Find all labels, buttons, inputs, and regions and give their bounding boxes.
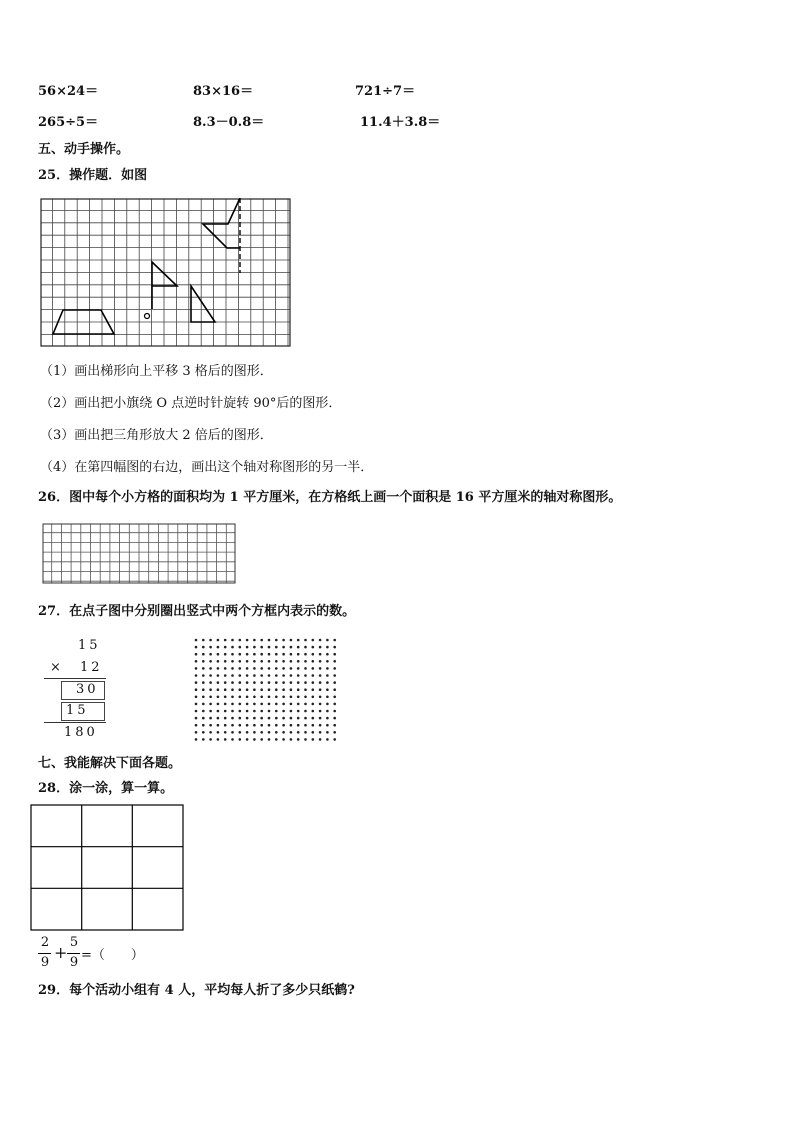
calc-4: 265÷5＝ <box>38 115 99 130</box>
calc-3: 721÷7＝ <box>355 84 416 99</box>
partial-product-2: 15 <box>66 703 89 718</box>
q26-title: 26．图中每个小方格的面积均为 1 平方厘米，在方格纸上画一个面积是 16 平方厘米的轴对称图形。 <box>38 490 622 505</box>
q26-grid-paper <box>42 523 237 585</box>
q28-coloring-grid <box>30 804 186 932</box>
equals-blank: =（ ） <box>81 948 144 963</box>
q28-title: 28．涂一涂，算一算。 <box>38 781 174 796</box>
q25-item-4: （4）在第四幅图的右边，画出这个轴对称图形的另一半． <box>40 460 374 475</box>
q25-grid-figure <box>40 198 292 348</box>
fraction-1-denominator: 9 <box>40 955 50 970</box>
line-1 <box>44 678 106 679</box>
fraction-2-denominator: 9 <box>69 955 79 970</box>
q29-title: 29．每个活动小组有 4 人，平均每人折了多少只纸鹤? <box>38 983 355 998</box>
point-o <box>145 314 150 319</box>
result: 180 <box>64 725 98 740</box>
partial-product-1: 30 <box>76 682 99 697</box>
calc-5: 8.3－0.8＝ <box>193 115 265 130</box>
fraction-1-numerator: 2 <box>40 935 50 950</box>
q27-title: 27．在点子图中分别圈出竖式中两个方框内表示的数。 <box>38 604 356 619</box>
q25-title: 25．操作题．如图 <box>38 168 148 183</box>
fraction-2-bar <box>67 953 80 954</box>
calc-2: 83×16＝ <box>193 84 254 99</box>
flag-shape <box>152 262 177 309</box>
calc-1: 56×24＝ <box>38 84 99 99</box>
multiplier: 12 <box>80 660 103 675</box>
q25-item-2: （2）画出把小旗绕 O 点逆时针旋转 90°后的图形． <box>40 396 342 411</box>
plus-sign: + <box>54 943 68 962</box>
q25-item-3: （3）画出把三角形放大 2 倍后的图形． <box>40 428 273 443</box>
line-2 <box>44 722 106 723</box>
fraction-2-numerator: 5 <box>69 935 79 950</box>
fraction-1-bar <box>38 953 51 954</box>
multiplicand: 15 <box>78 638 101 653</box>
times-sign: × <box>50 660 64 675</box>
triangle-shape <box>191 286 215 322</box>
calc-6: 11.4＋3.8＝ <box>360 115 441 130</box>
q27-dot-grid <box>192 636 342 746</box>
q25-item-1: （1）画出梯形向上平移 3 格后的图形． <box>40 364 273 379</box>
section-5-heading: 五、动手操作。 <box>38 142 130 157</box>
section-7-heading: 七、我能解决下面各题。 <box>38 756 182 771</box>
